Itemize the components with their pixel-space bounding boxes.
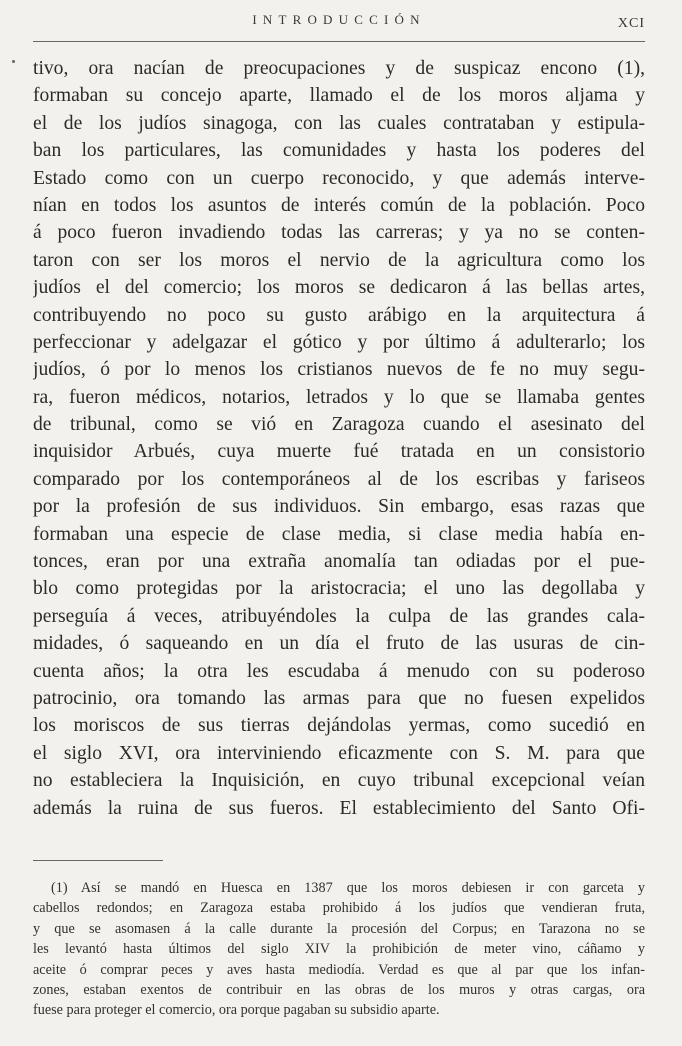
- text-line: Estado como con un cuerpo reconocido, y que además interve-: [33, 167, 645, 189]
- footnote: [33, 878, 645, 1021]
- footnote-line: les levantó hasta últimos del siglo XIV la prohibición de meter vino, cáñamo y: [33, 941, 645, 958]
- footnote-line: y que se asomasen á la calle durante la procesión del Corpus; en Tarazona no se: [33, 920, 645, 937]
- footnote-line: (1) Así se mandó en Huesca en 1387 que los moros debiesen ir con garceta y: [51, 880, 645, 896]
- text-line: tonces, eran por una extraña anomalía tan odiadas por el pue-: [33, 551, 645, 573]
- footnote-line: fuese para proteger el comercio, ora porque pagaban su subsidio aparte.: [33, 1002, 440, 1019]
- text-line: además la ruina de sus fueros. El establecimiento del Santo Ofi-: [33, 797, 645, 819]
- text-line: ban los particulares, las comunidades y hasta los poderes del: [33, 140, 645, 162]
- body-text: [33, 55, 645, 822]
- header-rule: [33, 41, 645, 42]
- text-line: taron con ser los moros el nervio de la agricultura como los: [33, 249, 645, 271]
- text-line: los moriscos de sus tierras dejándolas yermas, como sucedió en: [33, 715, 645, 737]
- text-line: perfeccionar y adelgazar el gótico y por último á adulterarlo; los: [33, 331, 645, 353]
- text-line: nían en todos los asuntos de interés común de la población. Poco: [33, 194, 645, 216]
- text-line: blo como protegidas por la aristocracia; el uno las degollaba y: [33, 578, 645, 600]
- text-line: el de los judíos sinagoga, con las cuales contrataban y estipula-: [33, 112, 645, 134]
- text-line: por la profesión de sus individuos. Sin embargo, esas razas que: [33, 496, 645, 518]
- page-number: XCI: [617, 16, 645, 31]
- text-line: formaban una especie de clase media, si clase media había en-: [33, 523, 645, 545]
- text-line: no estableciera la Inquisición, en cuyo tribunal excepcional veían: [33, 770, 645, 792]
- running-title: INTRODUCCIÓN: [252, 12, 426, 27]
- footnote-line: zones, estaban exentos de contribuir en las obras de los muros y otras cargas, ora: [33, 981, 645, 998]
- footnote-line: cabellos redondos; en Zaragoza estaba prohibido á los judíos que vendieran fruta,: [33, 900, 645, 917]
- running-header: [33, 6, 645, 34]
- text-line: de tribunal, como se vió en Zaragoza cuando el asesinato del: [33, 414, 645, 436]
- text-line: midades, ó saqueando en un día el fruto de las usuras de cin-: [33, 633, 645, 655]
- text-line: formaban su concejo aparte, llamado el de los moros aljama y: [33, 85, 645, 107]
- text-line: ra, fueron médicos, notarios, letrados y lo que se llamaba gentes: [33, 386, 645, 408]
- text-line: á poco fueron invadiendo todas las carreras; y ya no se conten-: [33, 222, 645, 244]
- margin-dot: [12, 60, 15, 63]
- text-line: el siglo XVI, ora interviniendo eficazmente con S. M. para que: [33, 742, 645, 764]
- text-line: judíos el del comercio; los moros se dedicaron á las bellas artes,: [33, 277, 645, 299]
- text-line: judíos, ó por lo menos los cristianos nuevos de fe no muy segu-: [33, 359, 645, 381]
- footnote-rule: [33, 860, 163, 861]
- footnote-line: aceite ó comprar peces y aves hasta mediodía. Verdad es que al par que los infan-: [33, 961, 645, 978]
- text-line: tivo, ora nacían de preocupaciones y de suspicaz encono (1),: [33, 58, 645, 79]
- text-line: patrocinio, ora tomando las armas para que no fuesen expelidos: [33, 687, 645, 709]
- text-line: comparado por los contemporáneos al de los escribas y fariseos: [33, 468, 645, 490]
- text-line: inquisidor Arbués, cuya muerte fué tratada en un consistorio: [33, 441, 645, 463]
- text-line: perseguía á veces, atribuyéndoles la culpa de las grandes cala-: [33, 605, 645, 627]
- text-line: contribuyendo no poco su gusto arábigo en la arquitectura á: [33, 304, 645, 326]
- text-line: cuenta años; la otra les escudaba á menudo con su poderoso: [33, 660, 645, 682]
